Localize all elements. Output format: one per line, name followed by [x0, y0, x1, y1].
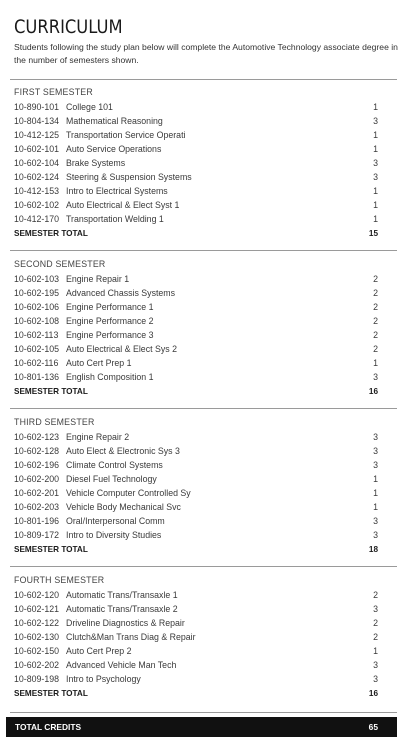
- total-credits-label: TOTAL CREDITS: [15, 722, 82, 732]
- course-credits: 1: [373, 488, 378, 498]
- course-row: [14, 100, 378, 114]
- course-row: [14, 672, 378, 686]
- course-row: [14, 198, 378, 212]
- course-code: 10-804-134: [14, 116, 59, 126]
- course-row: [14, 170, 378, 184]
- course-code: 10-602-196: [14, 460, 59, 470]
- course-code: 10-412-153: [14, 186, 59, 196]
- course-credits: 3: [373, 516, 378, 526]
- course-name: Engine Repair 1: [66, 274, 130, 284]
- course-code: 10-602-150: [14, 646, 59, 656]
- course-name: Automatic Trans/Transaxle 1: [66, 590, 178, 600]
- course-name: Vehicle Body Mechanical Svc: [66, 502, 181, 512]
- course-name: Clutch&Man Trans Diag & Repair: [66, 632, 196, 642]
- course-row: [14, 142, 378, 156]
- course-code: 10-801-136: [14, 372, 59, 382]
- course-credits: 3: [373, 604, 378, 614]
- course-code: 10-602-122: [14, 618, 59, 628]
- semester-total-label: SEMESTER TOTAL: [14, 386, 88, 396]
- course-credits: 2: [373, 590, 378, 600]
- course-code: 10-602-104: [14, 158, 59, 168]
- course-name: Transportation Welding 1: [66, 214, 164, 224]
- course-name: Oral/Interpersonal Comm: [66, 516, 165, 526]
- divider: [10, 408, 397, 409]
- course-name: Engine Performance 2: [66, 316, 154, 326]
- semester-total-value: 18: [368, 544, 378, 554]
- course-row: [14, 472, 378, 486]
- course-row: [14, 644, 378, 658]
- course-row: [14, 184, 378, 198]
- course-name: Advanced Vehicle Man Tech: [66, 660, 177, 670]
- course-name: Brake Systems: [66, 158, 126, 168]
- course-name: Auto Electrical & Elect Syst 1: [66, 200, 180, 210]
- course-code: 10-602-121: [14, 604, 59, 614]
- course-row: [14, 314, 378, 328]
- course-credits: 1: [373, 200, 378, 210]
- semester-section: [14, 258, 378, 398]
- semester-section: [14, 574, 378, 700]
- course-name: Advanced Chassis Systems: [66, 288, 176, 298]
- course-code: 10-602-124: [14, 172, 59, 182]
- course-name: Intro to Diversity Studies: [66, 530, 162, 540]
- course-name: College 101: [66, 102, 113, 112]
- divider: [10, 79, 397, 80]
- course-code: 10-809-172: [14, 530, 59, 540]
- course-name: Diesel Fuel Technology: [66, 474, 157, 484]
- course-row: [14, 458, 378, 472]
- course-credits: 3: [373, 372, 378, 382]
- course-name: Automatic Trans/Transaxle 2: [66, 604, 178, 614]
- course-credits: 1: [373, 102, 378, 112]
- semester-total-label: SEMESTER TOTAL: [14, 544, 88, 554]
- semester-total-value: 16: [368, 688, 378, 698]
- semester-section: [14, 416, 378, 556]
- course-credits: 2: [373, 302, 378, 312]
- course-code: 10-412-170: [14, 214, 59, 224]
- semester-heading: THIRD SEMESTER: [14, 417, 95, 427]
- course-row: [14, 342, 378, 356]
- course-credits: 2: [373, 330, 378, 340]
- course-name: Engine Performance 1: [66, 302, 154, 312]
- course-credits: 1: [373, 144, 378, 154]
- course-row: [14, 500, 378, 514]
- course-credits: 1: [373, 502, 378, 512]
- course-code: 10-412-125: [14, 130, 59, 140]
- course-row: [14, 286, 378, 300]
- course-credits: 3: [373, 172, 378, 182]
- semester-total-value: 15: [368, 228, 378, 238]
- course-credits: 3: [373, 158, 378, 168]
- course-name: Engine Repair 2: [66, 432, 130, 442]
- course-code: 10-602-116: [14, 358, 59, 368]
- course-name: Transportation Service Operati: [66, 130, 186, 140]
- semester-heading: FIRST SEMESTER: [14, 87, 93, 97]
- course-row: [14, 658, 378, 672]
- semester-section: [14, 86, 378, 240]
- semester-total-row: [14, 686, 378, 700]
- course-code: 10-602-120: [14, 590, 59, 600]
- course-credits: 3: [373, 674, 378, 684]
- course-credits: 1: [373, 186, 378, 196]
- course-code: 10-602-203: [14, 502, 59, 512]
- course-code: 10-602-200: [14, 474, 59, 484]
- course-name: English Composition 1: [66, 372, 154, 382]
- course-name: Steering & Suspension Systems: [66, 172, 192, 182]
- divider: [10, 712, 397, 713]
- course-credits: 3: [373, 460, 378, 470]
- course-code: 10-602-195: [14, 288, 59, 298]
- semester-heading: SECOND SEMESTER: [14, 259, 106, 269]
- course-row: [14, 630, 378, 644]
- course-row: [14, 356, 378, 370]
- course-row: [14, 370, 378, 384]
- course-name: Auto Cert Prep 1: [66, 358, 132, 368]
- course-credits: 1: [373, 358, 378, 368]
- total-credits-value: 65: [368, 722, 378, 732]
- course-name: Intro to Electrical Systems: [66, 186, 168, 196]
- semester-total-label: SEMESTER TOTAL: [14, 228, 88, 238]
- semester-total-row: [14, 226, 378, 240]
- course-code: 10-602-201: [14, 488, 59, 498]
- course-credits: 2: [373, 274, 378, 284]
- course-row: [14, 156, 378, 170]
- course-row: [14, 114, 378, 128]
- course-credits: 3: [373, 116, 378, 126]
- course-row: [14, 602, 378, 616]
- course-row: [14, 300, 378, 314]
- semester-heading: FOURTH SEMESTER: [14, 575, 105, 585]
- course-row: [14, 588, 378, 602]
- total-credits-bar: [6, 717, 397, 737]
- course-row: [14, 212, 378, 226]
- semester-total-label: SEMESTER TOTAL: [14, 688, 88, 698]
- course-code: 10-809-198: [14, 674, 59, 684]
- course-code: 10-602-106: [14, 302, 59, 312]
- course-row: [14, 616, 378, 630]
- course-credits: 3: [373, 660, 378, 670]
- course-name: Intro to Psychology: [66, 674, 141, 684]
- divider: [10, 250, 397, 251]
- course-code: 10-602-128: [14, 446, 59, 456]
- course-code: 10-602-130: [14, 632, 59, 642]
- course-name: Driveline Diagnostics & Repair: [66, 618, 185, 628]
- course-name: Auto Service Operations: [66, 144, 162, 154]
- course-credits: 3: [373, 530, 378, 540]
- course-row: [14, 528, 378, 542]
- course-code: 10-602-101: [14, 144, 59, 154]
- course-name: Auto Electrical & Elect Sys 2: [66, 344, 177, 354]
- course-row: [14, 514, 378, 528]
- course-name: Engine Performance 3: [66, 330, 154, 340]
- intro-text: Students following the study plan below will complete the Automotive Technology associate degree in the number of semesters shown.: [14, 42, 398, 65]
- course-name: Climate Control Systems: [66, 460, 163, 470]
- course-code: 10-602-103: [14, 274, 59, 284]
- course-name: Auto Elect & Electronic Sys 3: [66, 446, 180, 456]
- course-credits: 2: [373, 316, 378, 326]
- course-row: [14, 444, 378, 458]
- course-credits: 3: [373, 432, 378, 442]
- course-credits: 2: [373, 288, 378, 298]
- page-title: CURRICULUM: [14, 16, 123, 38]
- course-name: Auto Cert Prep 2: [66, 646, 132, 656]
- course-row: [14, 272, 378, 286]
- course-credits: 1: [373, 214, 378, 224]
- course-code: 10-801-196: [14, 516, 59, 526]
- course-row: [14, 486, 378, 500]
- course-credits: 1: [373, 130, 378, 140]
- course-name: Mathematical Reasoning: [66, 116, 163, 126]
- course-code: 10-602-113: [14, 330, 59, 340]
- course-code: 10-602-105: [14, 344, 59, 354]
- course-credits: 2: [373, 632, 378, 642]
- course-credits: 3: [373, 446, 378, 456]
- course-credits: 1: [373, 646, 378, 656]
- course-code: 10-890-101: [14, 102, 59, 112]
- course-credits: 2: [373, 618, 378, 628]
- semester-total-row: [14, 542, 378, 556]
- course-row: [14, 430, 378, 444]
- course-credits: 2: [373, 344, 378, 354]
- course-code: 10-602-123: [14, 432, 59, 442]
- course-credits: 1: [373, 474, 378, 484]
- course-name: Vehicle Computer Controlled Sy: [66, 488, 191, 498]
- course-code: 10-602-108: [14, 316, 59, 326]
- course-row: [14, 128, 378, 142]
- course-code: 10-602-102: [14, 200, 59, 210]
- divider: [10, 566, 397, 567]
- semester-total-row: [14, 384, 378, 398]
- course-row: [14, 328, 378, 342]
- course-code: 10-602-202: [14, 660, 59, 670]
- semester-total-value: 16: [368, 386, 378, 396]
